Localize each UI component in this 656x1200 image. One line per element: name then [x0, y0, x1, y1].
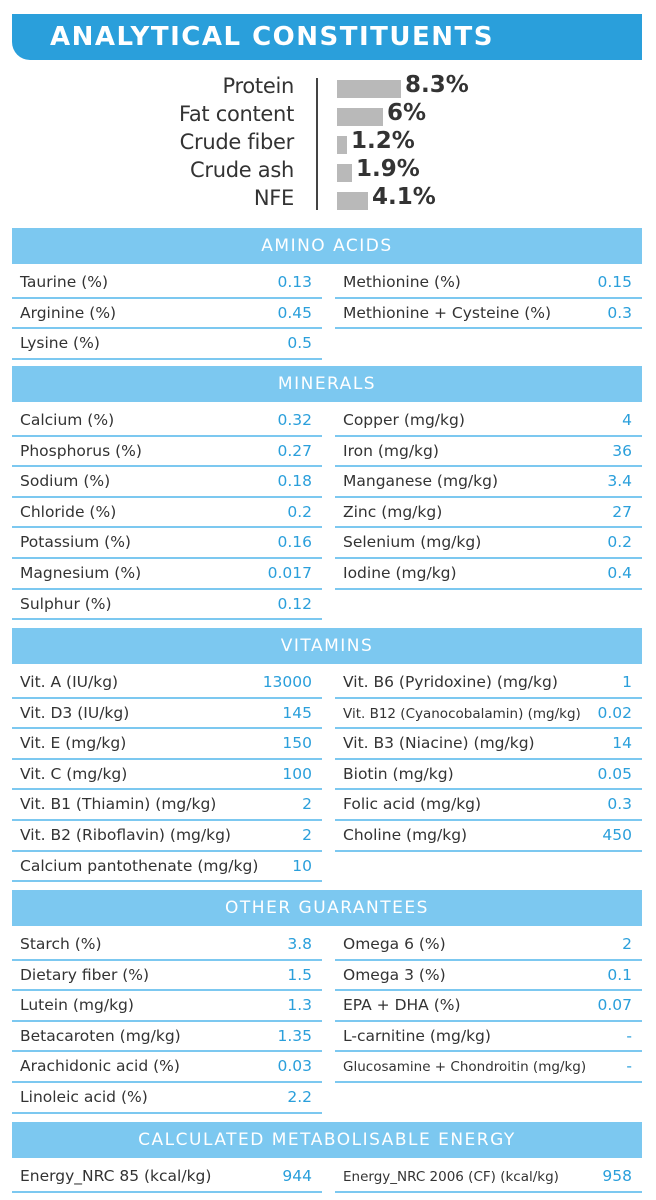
- nutrient-value: 0.27: [277, 441, 312, 460]
- analytic-label: Crude fiber: [179, 130, 294, 154]
- nutrient-label: Biotin (mg/kg): [343, 764, 454, 783]
- nutrient-row: [12, 1162, 322, 1193]
- analytic-row: [0, 186, 656, 214]
- nutrient-value: 0.5: [287, 334, 312, 353]
- column-right: [335, 1162, 642, 1193]
- nutrient-label: Sulphur (%): [20, 594, 112, 613]
- section-other-guarantees: [12, 890, 642, 1106]
- nutrient-value: 0.3: [607, 303, 632, 322]
- nutrient-value: 944: [282, 1167, 312, 1185]
- nutrient-label: Iodine (mg/kg): [343, 563, 457, 582]
- nutrient-label: Vit. A (IU/kg): [20, 673, 119, 691]
- nutrient-value: 0.32: [277, 411, 312, 429]
- nutrient-label: Vit. E (mg/kg): [20, 734, 127, 753]
- nutrient-value: 0.1: [607, 965, 632, 984]
- nutrient-row: [12, 668, 322, 699]
- nutrient-value: 0.18: [277, 472, 312, 491]
- nutrient-row: [12, 329, 322, 360]
- analytic-label: Crude ash: [190, 158, 294, 182]
- nutrient-value: 27: [612, 502, 632, 521]
- nutrient-label: Omega 6 (%): [343, 935, 446, 953]
- analytic-value: 1.9%: [356, 156, 420, 182]
- column-right: [335, 406, 642, 590]
- nutrient-value: 2: [302, 795, 312, 814]
- nutrient-row: [335, 760, 642, 791]
- nutrient-label: Vit. B12 (Cyanocobalamin) (mg/kg): [343, 705, 581, 722]
- section-header: AMINO ACIDS: [12, 228, 642, 264]
- nutrient-row: [335, 790, 642, 821]
- analytic-value: 4.1%: [372, 184, 436, 210]
- analytic-bar: [337, 192, 368, 210]
- nutrient-row: [12, 559, 322, 590]
- nutrient-row: [335, 467, 642, 498]
- nutrient-row: [335, 498, 642, 529]
- nutrient-value: -: [626, 1057, 632, 1076]
- section-header: CALCULATED METABOLISABLE ENERGY: [12, 1122, 642, 1158]
- nutrient-label: Dietary fiber (%): [20, 965, 150, 984]
- nutrient-row: [12, 852, 322, 883]
- nutrient-value: 0.15: [597, 273, 632, 291]
- section-amino-acids: [12, 228, 642, 353]
- nutrient-value: 450: [602, 825, 632, 844]
- nutrient-row: [335, 1162, 642, 1193]
- nutrient-row: [335, 668, 642, 699]
- nutrient-label: Energy_NRC 85 (kcal/kg): [20, 1167, 212, 1185]
- nutrient-row: [12, 760, 322, 791]
- nutrient-value: 0.07: [597, 996, 632, 1015]
- nutrient-value: 1: [622, 673, 632, 691]
- nutrient-label: Chloride (%): [20, 502, 117, 521]
- nutrient-value: 1.35: [277, 1026, 312, 1045]
- nutrient-row: [335, 699, 642, 730]
- nutrient-row: [335, 729, 642, 760]
- nutrient-label: Methionine (%): [343, 273, 461, 291]
- nutrient-label: Potassium (%): [20, 533, 131, 552]
- nutrient-value: 4: [622, 411, 632, 429]
- analytic-value: 1.2%: [351, 128, 415, 154]
- section-minerals: [12, 366, 642, 613]
- analytic-label: Fat content: [178, 102, 294, 126]
- nutrient-row: [335, 559, 642, 590]
- nutrient-value: 14: [612, 734, 632, 753]
- nutrient-label: Arachidonic acid (%): [20, 1057, 180, 1076]
- nutrient-label: Folic acid (mg/kg): [343, 795, 482, 814]
- nutrient-row: [12, 437, 322, 468]
- nutrient-value: 0.16: [277, 533, 312, 552]
- analytical-constituents: [0, 74, 656, 214]
- nutrient-row: [335, 406, 642, 437]
- nutrient-label: Methionine + Cysteine (%): [343, 303, 552, 322]
- analytic-label: Protein: [222, 74, 294, 98]
- column-left: [12, 668, 322, 882]
- nutrient-label: Lysine (%): [20, 334, 100, 353]
- nutrient-value: -: [626, 1026, 632, 1045]
- nutrient-label: Vit. B2 (Riboflavin) (mg/kg): [20, 825, 231, 844]
- nutrient-value: 36: [612, 441, 632, 460]
- nutrient-row: [12, 1022, 322, 1053]
- nutrient-label: Linoleic acid (%): [20, 1087, 148, 1106]
- analytics-divider: [316, 78, 318, 210]
- nutrient-row: [12, 699, 322, 730]
- analytic-bar: [337, 108, 383, 126]
- nutrient-value: 0.017: [267, 563, 312, 582]
- nutrient-value: 13000: [262, 673, 312, 691]
- nutrient-label: Lutein (mg/kg): [20, 996, 134, 1015]
- nutrient-label: Taurine (%): [20, 273, 109, 291]
- analytic-row: [0, 158, 656, 186]
- nutrient-row: [12, 1052, 322, 1083]
- nutrient-row: [12, 268, 322, 299]
- nutrient-label: Choline (mg/kg): [343, 825, 468, 844]
- nutrient-value: 0.12: [277, 594, 312, 613]
- nutrient-value: 3.8: [287, 935, 312, 953]
- nutrient-value: 0.2: [287, 502, 312, 521]
- nutrient-row: [12, 299, 322, 330]
- nutrient-row: [12, 821, 322, 852]
- column-right: [335, 930, 642, 1083]
- nutrient-label: Arginine (%): [20, 303, 117, 322]
- nutrient-label: Manganese (mg/kg): [343, 472, 498, 491]
- nutrient-row: [12, 961, 322, 992]
- nutrient-row: [335, 528, 642, 559]
- nutrient-value: 958: [602, 1167, 632, 1185]
- nutrient-row: [335, 821, 642, 852]
- analytic-value: 6%: [387, 100, 427, 126]
- nutrient-row: [335, 299, 642, 330]
- nutrient-value: 0.02: [597, 703, 632, 722]
- nutrient-row: [12, 729, 322, 760]
- nutrient-value: 0.05: [597, 764, 632, 783]
- nutrient-label: Vit. B1 (Thiamin) (mg/kg): [20, 795, 217, 814]
- nutrient-row: [335, 437, 642, 468]
- analytic-bar: [337, 164, 352, 182]
- nutrient-row: [12, 930, 322, 961]
- nutrient-row: [12, 498, 322, 529]
- column-left: [12, 1162, 322, 1193]
- nutrient-value: 10: [292, 856, 312, 875]
- nutrient-row: [335, 1052, 642, 1083]
- analytic-row: [0, 102, 656, 130]
- nutrient-label: Energy_NRC 2006 (CF) (kcal/kg): [343, 1169, 559, 1185]
- nutrient-value: 2: [302, 825, 312, 844]
- nutrient-value: 2.2: [287, 1087, 312, 1106]
- nutrient-value: 150: [282, 734, 312, 753]
- nutrient-row: [335, 991, 642, 1022]
- nutrient-label: Iron (mg/kg): [343, 441, 439, 460]
- nutrient-label: Betacaroten (mg/kg): [20, 1026, 181, 1045]
- analytic-bar: [337, 80, 401, 98]
- analytic-value: 8.3%: [405, 72, 469, 98]
- nutrient-label: Vit. C (mg/kg): [20, 764, 128, 783]
- title-banner: [12, 14, 642, 60]
- section-header: MINERALS: [12, 366, 642, 402]
- nutrient-label: Copper (mg/kg): [343, 411, 465, 429]
- nutrient-value: 0.4: [607, 563, 632, 582]
- nutrient-value: 145: [282, 703, 312, 722]
- column-left: [12, 930, 322, 1114]
- nutrient-label: Selenium (mg/kg): [343, 533, 482, 552]
- nutrient-value: 0.2: [607, 533, 632, 552]
- nutrient-value: 2: [622, 935, 632, 953]
- analytic-row: [0, 130, 656, 158]
- section-header: VITAMINS: [12, 628, 642, 664]
- nutrient-value: 0.3: [607, 795, 632, 814]
- nutrient-row: [12, 406, 322, 437]
- analytic-bar: [337, 136, 347, 154]
- nutrient-value: 0.45: [277, 303, 312, 322]
- nutrient-row: [12, 467, 322, 498]
- nutrient-value: 0.13: [277, 273, 312, 291]
- nutrient-label: EPA + DHA (%): [343, 996, 461, 1015]
- nutrient-label: Calcium (%): [20, 411, 115, 429]
- nutrient-row: [335, 268, 642, 299]
- column-left: [12, 268, 322, 360]
- nutrient-row: [12, 1083, 322, 1114]
- nutrient-label: Omega 3 (%): [343, 965, 446, 984]
- nutrient-value: 3.4: [607, 472, 632, 491]
- nutrient-label: Sodium (%): [20, 472, 111, 491]
- nutrient-value: 1.3: [287, 996, 312, 1015]
- nutrient-label: Calcium pantothenate (mg/kg): [20, 856, 259, 875]
- nutrient-label: Starch (%): [20, 935, 102, 953]
- nutrient-row: [12, 528, 322, 559]
- nutrient-label: Phosphorus (%): [20, 441, 142, 460]
- nutrient-label: Zinc (mg/kg): [343, 502, 443, 521]
- nutrient-label: L-carnitine (mg/kg): [343, 1026, 491, 1045]
- analytic-row: [0, 74, 656, 102]
- section-header: OTHER GUARANTEES: [12, 890, 642, 926]
- nutrient-label: Glucosamine + Chondroitin (mg/kg): [343, 1059, 587, 1076]
- nutrient-label: Vit. D3 (IU/kg): [20, 703, 130, 722]
- nutrient-row: [12, 590, 322, 621]
- nutrient-row: [12, 790, 322, 821]
- section-vitamins: [12, 628, 642, 875]
- nutrient-label: Vit. B3 (Niacine) (mg/kg): [343, 734, 535, 753]
- nutrient-row: [335, 930, 642, 961]
- nutrient-label: Vit. B6 (Pyridoxine) (mg/kg): [343, 673, 558, 691]
- nutrient-label: Magnesium (%): [20, 563, 142, 582]
- analytic-label: NFE: [253, 186, 294, 210]
- nutrient-value: 0.03: [277, 1057, 312, 1076]
- nutrient-row: [12, 991, 322, 1022]
- section-metabolisable-energy: [12, 1122, 642, 1185]
- nutrient-row: [335, 1022, 642, 1053]
- column-left: [12, 406, 322, 620]
- nutrient-row: [335, 961, 642, 992]
- column-right: [335, 668, 642, 852]
- nutrient-value: 100: [282, 764, 312, 783]
- nutrient-value: 1.5: [287, 965, 312, 984]
- page-title: ANALYTICAL CONSTITUENTS: [50, 22, 494, 52]
- column-right: [335, 268, 642, 329]
